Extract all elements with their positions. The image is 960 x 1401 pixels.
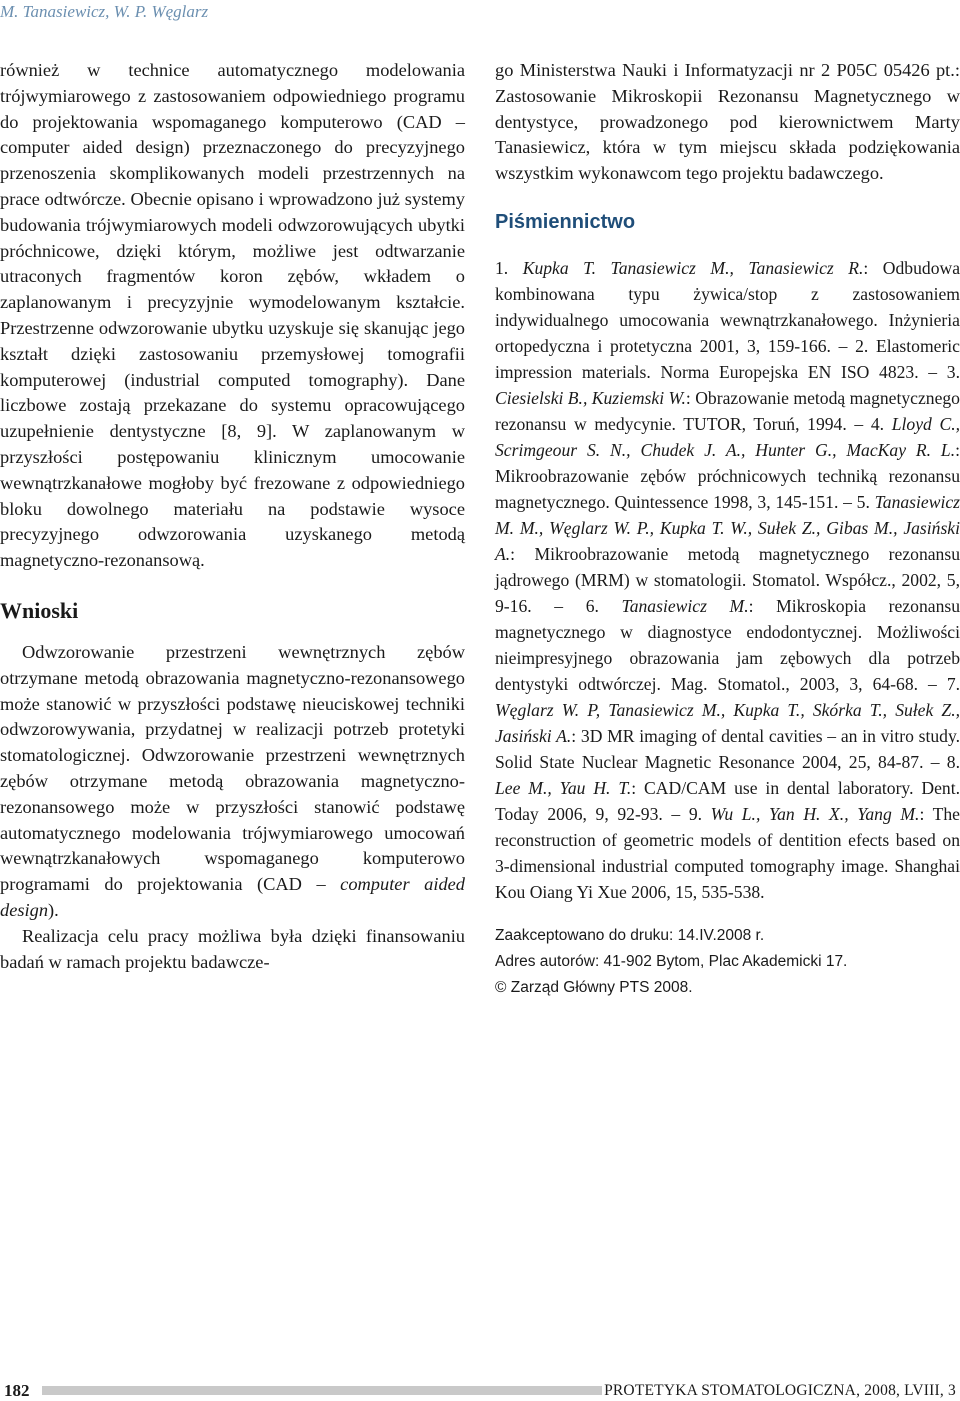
journal-title: PROTETYKA STOMATOLOGICZNA, 2008, LVIII, 3 bbox=[604, 1382, 956, 1399]
reference-authors: Lloyd C., Scrimgeour S. N., Chudek J. A., Hunter G., MacKay R. L. bbox=[495, 413, 960, 460]
reference-item: – 2. Elastomeric impression materials. Norma Europejska EN ISO 4823. bbox=[495, 335, 960, 382]
reference-number: 3. bbox=[946, 361, 960, 382]
reference-item: – 6. Tanasiewicz M.: Mikroskopia rezonansu magnetycznego w diagnostyce endodontycznej. Możliwości nieimpresyjnego obrazowania jam zębowych dla potrzeb dentystyki odtwórczej. Mag. Stomatol., 2003, 3, 64-68. bbox=[495, 595, 960, 694]
reference-number: 7. bbox=[946, 673, 960, 694]
reference-number: 8. bbox=[946, 751, 960, 772]
page-number: 182 bbox=[4, 1381, 30, 1400]
reference-text: : Mikroobrazowanie zębów próchnicowych techniką rezonansu magnetycznego. Quintessence 1998, 3, 145-151. bbox=[495, 439, 960, 512]
reference-item: – 9. Wu L., Yan H. X., Yang M.: The reconstruction of geometric models of dentition efects based on 3-dimensional industrial computed tomography image. Shanghai Kou Oiang Yi Xue 2006, 15, 535-538. bbox=[495, 803, 960, 902]
reference-number: 4. bbox=[870, 413, 892, 434]
reference-authors: Ciesielski B., Kuziemski W. bbox=[495, 387, 686, 408]
reference-number: 6. bbox=[585, 595, 622, 616]
left-column bbox=[0, 58, 465, 975]
reference-item: – 8. Lee M., Yau H. T.: CAD/CAM use in dental laboratory. Dent. Today 2006, 9, 92-93. bbox=[495, 751, 960, 824]
reference-item: – 7. Węglarz W. P, Tanasiewicz M., Kupka T., Skórka T., Sułek Z., Jasiński A.: 3D MR imaging of dental cavities – an in vitro study. Solid State Nuclear Magnetic Resonance 2004, 25, 84-87. bbox=[495, 673, 960, 772]
accepted-date: Zaakceptowano do druku: 14.IV.2008 r. bbox=[495, 926, 765, 944]
reference-list bbox=[495, 255, 960, 905]
reference-authors: Wu L., Yan H. X., Yang M. bbox=[710, 803, 920, 824]
reference-number: 5. bbox=[856, 491, 875, 512]
author-address: Adres autorów: 41-902 Bytom, Plac Akademicki 17. bbox=[495, 952, 848, 970]
reference-authors: Tanasiewicz M. bbox=[621, 595, 749, 616]
section-heading-references: Piśmiennictwo bbox=[495, 210, 636, 233]
reference-item: – 3. Ciesielski B., Kuziemski W.: Obrazowanie metodą magnetycznego rezonansu w medycynie. TUTOR, Toruń, 1994. bbox=[495, 361, 960, 434]
body-paragraph-continued: go Ministerstwa Nauki i Informatyzacji nr 2 P05C 05426 pt.: Zastosowanie Mikroskopii Rezonansu Magnetycznego w dentystyce, prowadzonego pod kierownictwem Marty Tanasiewicz, która w tym miejscu składa podziękowania wszystkim wykonawcom tego projektu badawczego. bbox=[495, 60, 960, 184]
reference-item: – 4. Lloyd C., Scrimgeour S. N., Chudek J. A., Hunter G., MacKay R. L.: Mikroobrazowanie zębów próchnicowych techniką rezonansu magnetycznego. Quintessence 1998, 3, 145-151. bbox=[495, 413, 960, 512]
right-column bbox=[495, 58, 960, 1001]
reference-text: : 3D MR imaging of dental cavities – an in vitro study. Solid State Nuclear Magnetic Resonance 2004, 25, 84-87. bbox=[495, 725, 960, 772]
reference-item: – 5. Tanasiewicz M. M., Węglarz W. P., Kupka T. W., Sułek Z., Gibas M., Jasiński A.: Mikroobrazowanie metodą magnetycznego rezonansu jądrowego (MRM) w stomatologii. Stomatol. Współcz., 2002, 5, 9-16. bbox=[495, 491, 960, 616]
reference-text: : Odbudowa kombinowana typu żywica/stop z zastosowaniem indywidualnego umocowania wewnątrzkanałowego. Inżynieria ortopedyczna i protetyczna 2001, 3, 159-166. bbox=[495, 257, 960, 356]
references-paragraph bbox=[495, 255, 960, 905]
reference-authors: Kupka T. Tanasiewicz M., Tanasiewicz R. bbox=[522, 257, 864, 278]
reference-number: 9. bbox=[688, 803, 711, 824]
reference-text: : CAD/CAM use in dental laboratory. Dent. Today 2006, 9, 92-93. bbox=[495, 777, 960, 824]
reference-authors: Węglarz W. P, Tanasiewicz M., Kupka T., Skórka T., Sułek Z., Jasiński A. bbox=[495, 699, 960, 746]
running-head: M. Tanasiewicz, W. P. Węglarz bbox=[0, 2, 209, 21]
reference-text: : Obrazowanie metodą magnetycznego rezonansu w medycynie. TUTOR, Toruń, 1994. bbox=[495, 387, 960, 434]
article-meta bbox=[495, 923, 960, 1001]
reference-text: Elastomeric impression materials. Norma Europejska EN ISO 4823. bbox=[495, 335, 960, 382]
footer-rule bbox=[42, 1386, 602, 1395]
body-paragraph-funding: Realizacja celu pracy możliwa była dzięki finansowaniu badań w ramach projektu badawcze- bbox=[0, 925, 465, 972]
reference-text: : Mikroobrazowanie metodą magnetycznego rezonansu jądrowego (MRM) w stomatologii. Stomatol. Współcz., 2002, 5, 9-16. bbox=[495, 543, 960, 616]
page-footer bbox=[0, 1381, 960, 1401]
reference-text: : The reconstruction of geometric models of dentition efects based on 3-dimensional industrial computed tomography image. Shanghai Kou Oiang Yi Xue 2006, 15, 535-538. bbox=[495, 803, 960, 902]
reference-number: 1. bbox=[495, 257, 523, 278]
copyright-notice: © Zarząd Główny PTS 2008. bbox=[495, 978, 693, 996]
reference-authors: Tanasiewicz M. M., Węglarz W. P., Kupka T. W., Sułek Z., Gibas M., Jasiński A. bbox=[495, 491, 960, 564]
reference-authors: Lee M., Yau H. T. bbox=[495, 777, 632, 798]
body-paragraph-conclusions bbox=[0, 640, 465, 924]
body-paragraph-1: również w technice automatycznego modelowania trójwymiarowego z zastosowaniem odpowiedniego programu do projektowania wspomaganego komputerowo (CAD – computer aided design) przeznaczonego do precyzyjnego przenoszenia skomplikowanych modeli przestrzennych na prace odtwórcze. Obecnie opisano i wprowadzono już systemy budowania trójwymiarowych modeli odwzorowujących ubytki próchnicowe, dzięki którym, możliwe jest odtwarzanie utraconych fragmentów koron zębów, wkładem o zaplanowanym i precyzyjnie wymodelowanym kształcie. Przestrzenne odwzorowanie ubytku uzyskuje się skanując jego kształt dzięki zastosowaniu przemysłowej tomografii komputerowej (industrial computed tomography). Dane liczbowe zostają przekazane do systemu opracowującego uzupełnienie dentystyczne [8, 9]. W zaplanowanym w przyszłości postępowaniu klinicznym umocowanie wewnątrzkanałowe mogłoby być frezowane z odpowiedniego bloku dowolnego materiału na podstawie wysoce precyzyjnego odwzorowania uzyskanego metodą magnetyczno-rezonansową. bbox=[0, 60, 465, 571]
reference-number: 2. bbox=[855, 335, 876, 356]
conclusions-text: Odwzorowanie przestrzeni wewnętrznych zębów otrzymane metodą obrazowania magnetyczno-rezonansowego może stanowić w przyszłości podstawę nieuciskowej techniki odwzorowywania, przydatnej w realizacji potrzeb protetyki stomatologicznej. Odwzorowanie przestrzeni wewnętrznych zębów otrzymane metodą obrazowania magnetyczno-rezonansowego może w przyszłości stanowić podstawę automatycznego modelowania trójwymiarowego umocowań wewnątrzkanałowych wspomaganego komputerowo programami do projektowania (CAD – bbox=[0, 641, 465, 895]
conclusions-end: ). bbox=[48, 899, 59, 920]
section-heading-wnioski: Wnioski bbox=[0, 597, 79, 623]
conclusions-italic: computer aided design bbox=[0, 874, 465, 920]
reference-text: : Mikroskopia rezonansu magnetycznego w diagnostyce endodontycznej. Możliwości nieimpresyjnego obrazowania jam zębowych dla potrzeb dentystyki odtwórczej. Mag. Stomatol., 2003, 3, 64-68. bbox=[495, 595, 960, 694]
